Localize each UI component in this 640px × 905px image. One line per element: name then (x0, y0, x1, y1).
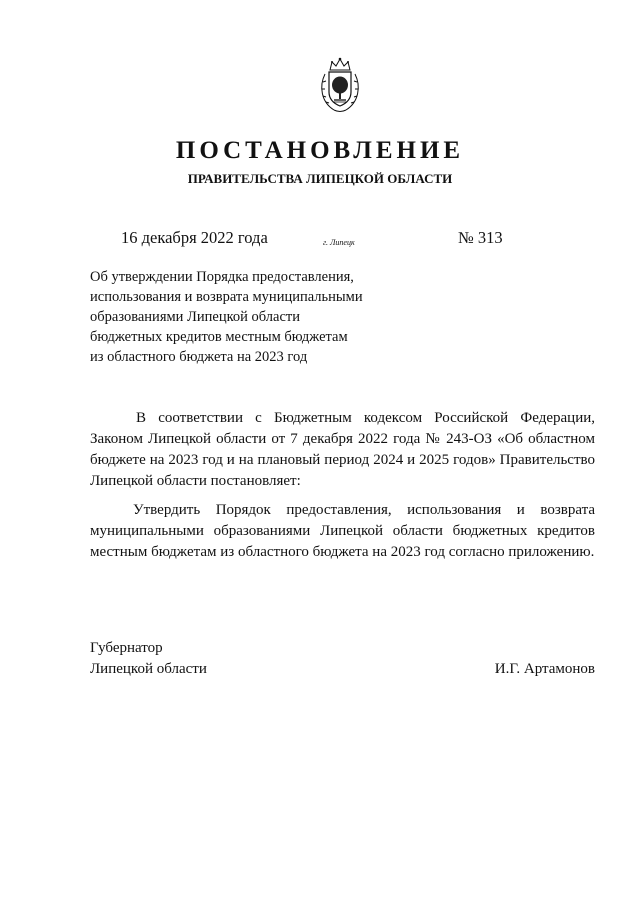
signatory-name: И.Г. Артамонов (494, 661, 595, 677)
subject-line: Об утверждении Порядка предоставления, (90, 269, 354, 285)
document-date: 16 декабря 2022 года (121, 228, 268, 247)
subject-line: образованиями Липецкой области (90, 309, 301, 325)
body-paragraph-preamble: В соответствии с Бюджетным кодексом Российской Федерации, Законом Липецкой области от 7 декабря 2022 года № 243-ОЗ «Об областном бюджете на 2023 год и на плановый период 2024 и 2025 годов» Правительство Липецкой области постановляет: (90, 410, 595, 489)
signatory-title: Губернатор (90, 640, 163, 656)
lipetsk-coat-of-arms-icon (318, 56, 362, 114)
subject-line: использования и возврата муниципальными (90, 289, 363, 305)
subject-line: из областного бюджета на 2023 год (90, 349, 308, 365)
signatory-region: Липецкой области (90, 661, 207, 677)
document-subtitle: ПРАВИТЕЛЬСТВА ЛИПЕЦКОЙ ОБЛАСТИ (187, 171, 453, 186)
document-number: № 313 (458, 228, 503, 247)
body-paragraph-resolution: Утвердить Порядок предоставления, использования и возврата муниципальными образованиями Липецкой области бюджетных кредитов местным бюджетам из областного бюджета на 2023 год согласно приложению. (90, 502, 595, 560)
subject-line: бюджетных кредитов местным бюджетам (90, 329, 348, 345)
document-title: ПОСТАНОВЛЕНИЕ (175, 137, 465, 164)
document-subject (90, 267, 410, 367)
document-city: г. Липецк (323, 238, 355, 247)
